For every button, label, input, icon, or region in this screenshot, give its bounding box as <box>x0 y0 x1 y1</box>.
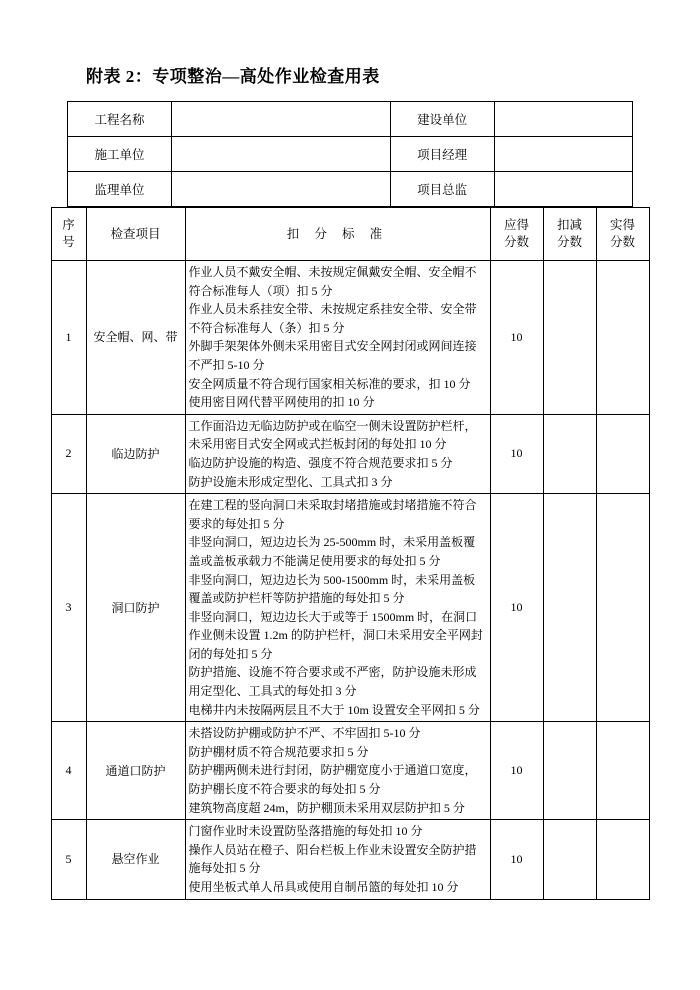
row-deducted-score[interactable] <box>543 414 596 493</box>
row-actual-score[interactable] <box>596 414 649 493</box>
header-deduction-standard: 扣 分 标 准 <box>185 208 490 261</box>
standard-line: 作业人员不戴安全帽、未按规定佩戴安全帽、安全帽不符合标准每人（项）扣 5 分 <box>188 265 477 298</box>
standard-line: 防护棚两侧未进行封闭，防护棚宽度小于通道口宽度，防护棚长度不符合要求的每处扣 5 分 <box>188 763 477 797</box>
standard-line: 未搭设防护棚或防护不严、不牢固扣 5-10 分 <box>188 726 421 741</box>
row-full-score: 10 <box>490 261 543 415</box>
standard-line: 电梯井内未按隔两层且不大于 10m 设置安全平网扣 5 分 <box>188 702 480 717</box>
header-no-line2: 号 <box>62 235 75 249</box>
standard-line: 外脚手架架体外侧未采用密目式安全网封闭或网间连接不严扣 5-10 分 <box>188 339 477 372</box>
row-no: 3 <box>51 494 86 722</box>
row-standards <box>185 494 490 722</box>
header-actual-score-line1: 实得 <box>609 218 635 233</box>
header-full-score-line1: 应得 <box>503 218 529 233</box>
standard-line: 操作人员站在橙子、阳台栏板上作业未设置安全防护措施每处扣 5 分 <box>188 842 477 876</box>
standard-line: 工作面沿边无临边防护或在临空一侧未设置防护栏杆，未采用密目式安全网或式拦板封闭的每处扣 10 分 <box>188 418 477 452</box>
table-row <box>51 261 649 415</box>
header-full-score <box>490 208 543 261</box>
checklist-header <box>51 208 649 261</box>
standard-line: 安全网质量不符合现行国家相关标准的要求，扣 10 分 <box>188 376 471 391</box>
table-row <box>51 722 649 820</box>
row-item: 通道口防护 <box>86 722 185 820</box>
standard-line: 门窗作业时未设置防坠落措施的每处扣 10 分 <box>188 824 423 839</box>
info-value-project-name[interactable] <box>171 102 390 137</box>
row-no: 4 <box>51 722 86 820</box>
row-actual-score[interactable] <box>596 820 649 899</box>
standard-line: 临边防护设施的构造、强度不符合规范要求扣 5 分 <box>188 455 453 470</box>
info-value-contractor[interactable] <box>171 137 390 172</box>
row-item: 洞口防护 <box>86 494 185 722</box>
row-standards <box>185 261 490 415</box>
row-standards <box>185 722 490 820</box>
standard-line: 作业人员未系挂安全带、未按规定系挂安全带、安全带不符合标准每人（条）扣 5 分 <box>188 302 477 335</box>
header-no <box>51 208 86 261</box>
row-no: 5 <box>51 820 86 899</box>
row-full-score: 10 <box>490 414 543 493</box>
info-value-construction-unit[interactable] <box>494 102 632 137</box>
table-row <box>51 820 649 899</box>
header-actual-score-line2: 分数 <box>609 235 635 249</box>
info-label-project-name: 工程名称 <box>68 102 172 137</box>
table-row <box>51 414 649 493</box>
table-row <box>51 494 649 722</box>
row-standards <box>185 414 490 493</box>
checklist-body <box>51 261 649 900</box>
standard-line: 非竖向洞口，短边边长为 25-500mm 时，未采用盖板覆盖或盖板承载力不能满足使用要求的每处扣 5 分 <box>188 535 476 568</box>
header-full-score-line2: 分数 <box>503 235 529 249</box>
standard-line: 防护措施、设施不符合要求或不严密，防护设施未形成用定型化、工具式的每处扣 3 分 <box>188 665 477 699</box>
table-header-row <box>51 208 649 261</box>
row-standards <box>185 820 490 899</box>
standard-line: 非竖向洞口，短边边长大于或等于 1500mm 时，在洞口作业侧未设置 1.2m 的防护栏杆，洞口未采用安全平网封闭的每处扣 5 分 <box>188 609 483 661</box>
row-deducted-score[interactable] <box>543 494 596 722</box>
row-deducted-score[interactable] <box>543 261 596 415</box>
page-title: 附表 2：专项整治—高处作业检查用表 <box>86 67 380 86</box>
info-label-construction-unit: 建设单位 <box>390 102 494 137</box>
row-item: 临边防护 <box>86 414 185 493</box>
info-label-contractor: 施工单位 <box>68 137 172 172</box>
row-full-score: 10 <box>490 494 543 722</box>
standard-line: 使用坐板式单人吊具或使用自制吊篮的每处扣 10 分 <box>188 880 459 894</box>
table-row <box>68 102 633 137</box>
header-deducted-score-line2: 分数 <box>556 235 582 249</box>
project-info-table <box>67 101 633 207</box>
inspection-checklist-table <box>51 207 650 900</box>
info-label-supervision-unit: 监理单位 <box>68 172 172 207</box>
header-deducted-score <box>543 208 596 261</box>
table-row <box>68 172 633 207</box>
header-inspection-item: 检查项目 <box>86 208 185 261</box>
row-deducted-score[interactable] <box>543 722 596 820</box>
row-no: 2 <box>51 414 86 493</box>
standard-line: 使用密目网代替平网使用的扣 10 分 <box>188 395 375 410</box>
standard-line: 防护设施未形成定型化、工具式扣 3 分 <box>188 474 393 489</box>
info-value-chief-supervisor[interactable] <box>494 172 632 207</box>
row-deducted-score[interactable] <box>543 820 596 899</box>
row-full-score: 10 <box>490 722 543 820</box>
standard-line: 防护棚材质不符合规范要求扣 5 分 <box>188 744 369 759</box>
header-actual-score <box>596 208 649 261</box>
row-item: 悬空作业 <box>86 820 185 899</box>
row-item: 安全帽、网、带 <box>86 261 185 415</box>
row-no: 1 <box>51 261 86 415</box>
row-actual-score[interactable] <box>596 261 649 415</box>
header-deducted-score-line1: 扣减 <box>556 218 582 233</box>
standard-line: 在建工程的竖向洞口未采取封堵措施或封堵措施不符合要求的每处扣 5 分 <box>188 498 477 531</box>
info-label-chief-supervisor: 项目总监 <box>390 172 494 207</box>
info-label-project-manager: 项目经理 <box>390 137 494 172</box>
project-info-body <box>68 102 633 207</box>
row-actual-score[interactable] <box>596 494 649 722</box>
table-row <box>68 137 633 172</box>
info-value-supervision-unit[interactable] <box>171 172 390 207</box>
row-actual-score[interactable] <box>596 722 649 820</box>
standard-line: 非竖向洞口，短边边长为 500-1500mm 时，未采用盖板覆盖或防护栏杆等防护措施的每处扣 5 分 <box>188 572 476 606</box>
row-full-score: 10 <box>490 820 543 899</box>
header-no-line1: 序 <box>62 218 75 233</box>
standard-line: 建筑物高度超 24m，防护棚顶未采用双层防护扣 5 分 <box>188 800 465 815</box>
info-value-project-manager[interactable] <box>494 137 632 172</box>
